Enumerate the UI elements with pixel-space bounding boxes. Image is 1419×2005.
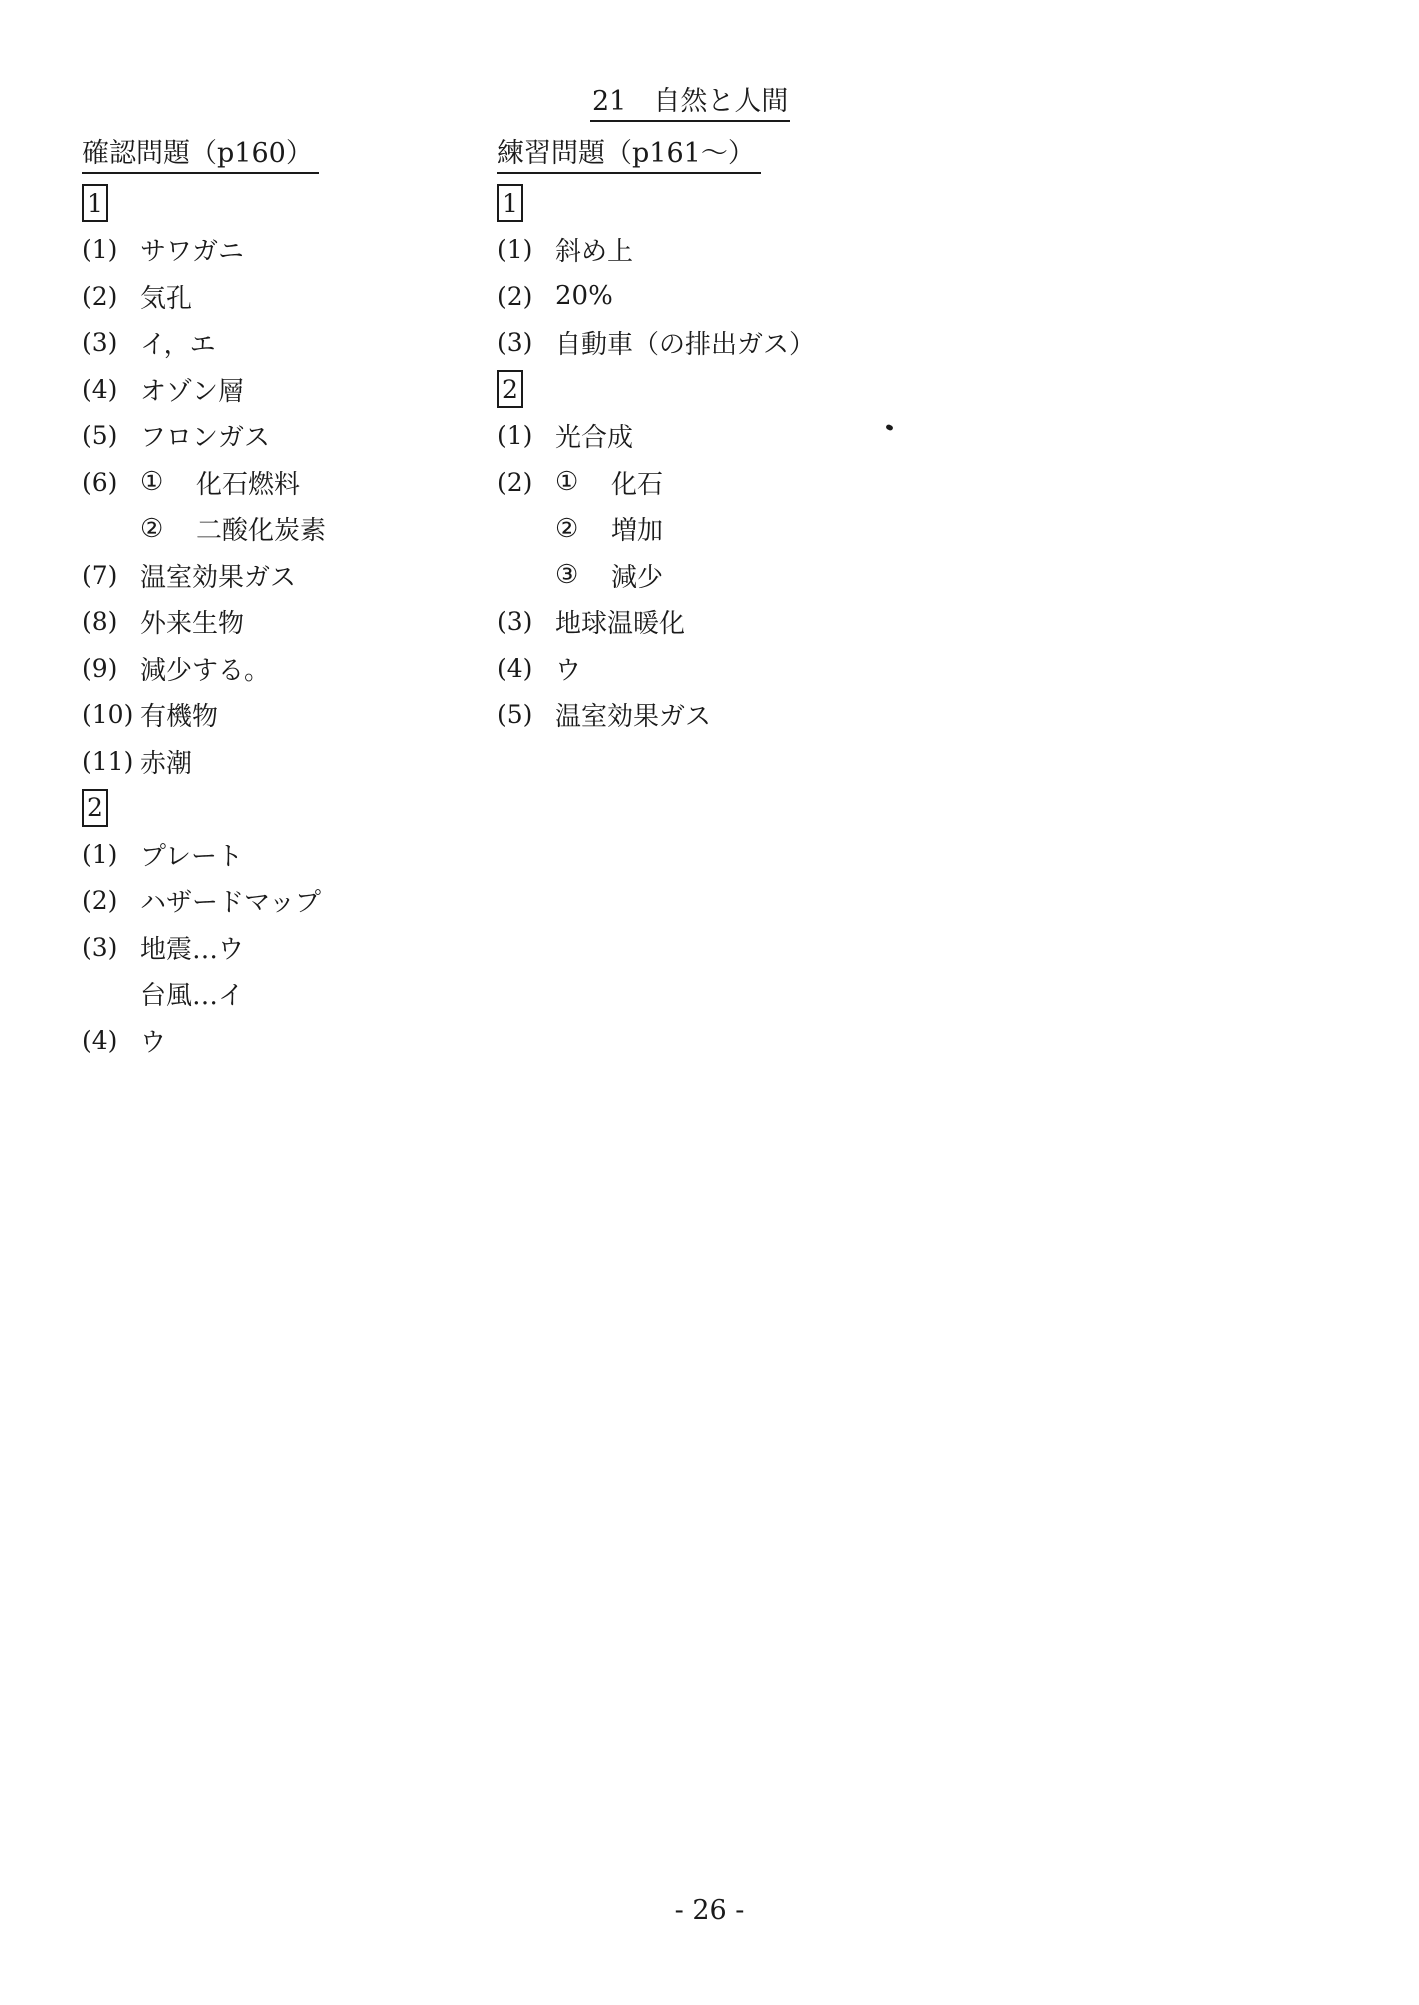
list-item [82, 413, 326, 460]
list-item [82, 273, 326, 320]
item-number: (1) [82, 235, 118, 265]
list-item [497, 645, 815, 692]
list-item [497, 459, 815, 506]
right-column [497, 136, 815, 738]
item-number: (5) [82, 421, 118, 451]
answer-text: ウ [555, 655, 582, 686]
list-item [497, 180, 815, 227]
item-number: (2) [497, 467, 533, 497]
answer-text: 自動車（の排出ガス） [555, 330, 816, 361]
list-item [82, 924, 326, 971]
answer-text: 増加 [611, 516, 664, 547]
answer-text: プレート [140, 841, 243, 872]
answer-text: 斜め上 [555, 237, 634, 268]
item-number: (3) [82, 932, 118, 962]
right-heading: 練習問題（p161～） [497, 136, 761, 174]
item-number: (4) [497, 653, 533, 683]
answer-text: 減少 [611, 562, 664, 593]
list-item [82, 459, 326, 506]
item-number: (2) [82, 886, 118, 916]
answer-text: ハザードマップ [140, 888, 321, 919]
answer-text: サワガニ [140, 237, 245, 268]
answer-text: 赤潮 [140, 748, 193, 779]
section-number-box: 1 [497, 184, 523, 222]
page-title: 21 自然と人間 [590, 84, 790, 122]
list-item [497, 366, 815, 413]
item-number: (2) [82, 281, 118, 311]
answer-text: 台風…イ [140, 981, 245, 1012]
page-number: - 26 - [674, 1895, 745, 1926]
section-number-box: 2 [497, 370, 523, 408]
sub-item-number: ③ [555, 560, 579, 591]
section-number-box: 1 [82, 184, 108, 222]
left-column [82, 136, 326, 1064]
item-number: (1) [497, 421, 533, 451]
list-item [82, 878, 326, 925]
answer-text: フロンガス [140, 423, 271, 454]
list-item [82, 366, 326, 413]
item-number: (4) [82, 1025, 118, 1055]
answer-text: オゾン層 [140, 376, 245, 407]
item-number: (3) [82, 328, 118, 358]
answer-text: ウ [140, 1027, 167, 1058]
list-item [497, 227, 815, 274]
answer-text: 20% [555, 281, 613, 312]
item-number: (1) [497, 235, 533, 265]
list-item [82, 320, 326, 367]
stray-mark [885, 424, 893, 431]
answer-text: 化石 [611, 469, 664, 500]
answer-text: 地震…ウ [140, 934, 245, 965]
item-number: (10) [82, 700, 134, 730]
answer-text: イ，エ [140, 330, 216, 361]
left-heading: 確認問題（p160） [82, 136, 319, 174]
answer-text: 地球温暖化 [555, 609, 686, 640]
list-item [82, 506, 326, 553]
list-item [82, 1017, 326, 1064]
item-number: (3) [497, 607, 533, 637]
answer-text: 光合成 [555, 423, 634, 454]
list-item [82, 645, 326, 692]
answer-text: 有機物 [140, 702, 219, 733]
list-item [82, 180, 326, 227]
list-item [82, 227, 326, 274]
item-number: (1) [82, 839, 118, 869]
list-item [82, 785, 326, 832]
answer-text: 温室効果ガス [140, 562, 297, 593]
list-item [82, 831, 326, 878]
list-item [82, 692, 326, 739]
list-item [497, 506, 815, 553]
list-item [497, 552, 815, 599]
item-number: (8) [82, 607, 118, 637]
left-items [82, 180, 326, 1064]
sub-item-number: ② [140, 513, 164, 544]
item-number: (2) [497, 281, 533, 311]
list-item [82, 738, 326, 785]
section-number-box: 2 [82, 789, 108, 827]
answer-text: 気孔 [140, 283, 193, 314]
list-item [82, 599, 326, 646]
item-number: (9) [82, 653, 118, 683]
list-item [497, 599, 815, 646]
answer-text: 化石燃料 [196, 469, 301, 500]
item-number: (7) [82, 560, 118, 590]
answer-text: 二酸化炭素 [196, 516, 327, 547]
list-item [497, 413, 815, 460]
sub-item-number: ② [555, 513, 579, 544]
list-item [497, 320, 815, 367]
item-number: (11) [82, 746, 134, 776]
item-number: (5) [497, 700, 533, 730]
list-item [497, 273, 815, 320]
item-number: (4) [82, 374, 118, 404]
list-item [82, 971, 326, 1018]
list-item [497, 692, 815, 739]
item-number: (6) [82, 467, 118, 497]
answer-text: 外来生物 [140, 609, 245, 640]
answer-text: 減少する。 [140, 655, 271, 686]
item-number: (3) [497, 328, 533, 358]
right-items [497, 180, 815, 738]
list-item [82, 552, 326, 599]
sub-item-number: ① [555, 467, 579, 498]
answer-text: 温室効果ガス [555, 702, 712, 733]
sub-item-number: ① [140, 467, 164, 498]
